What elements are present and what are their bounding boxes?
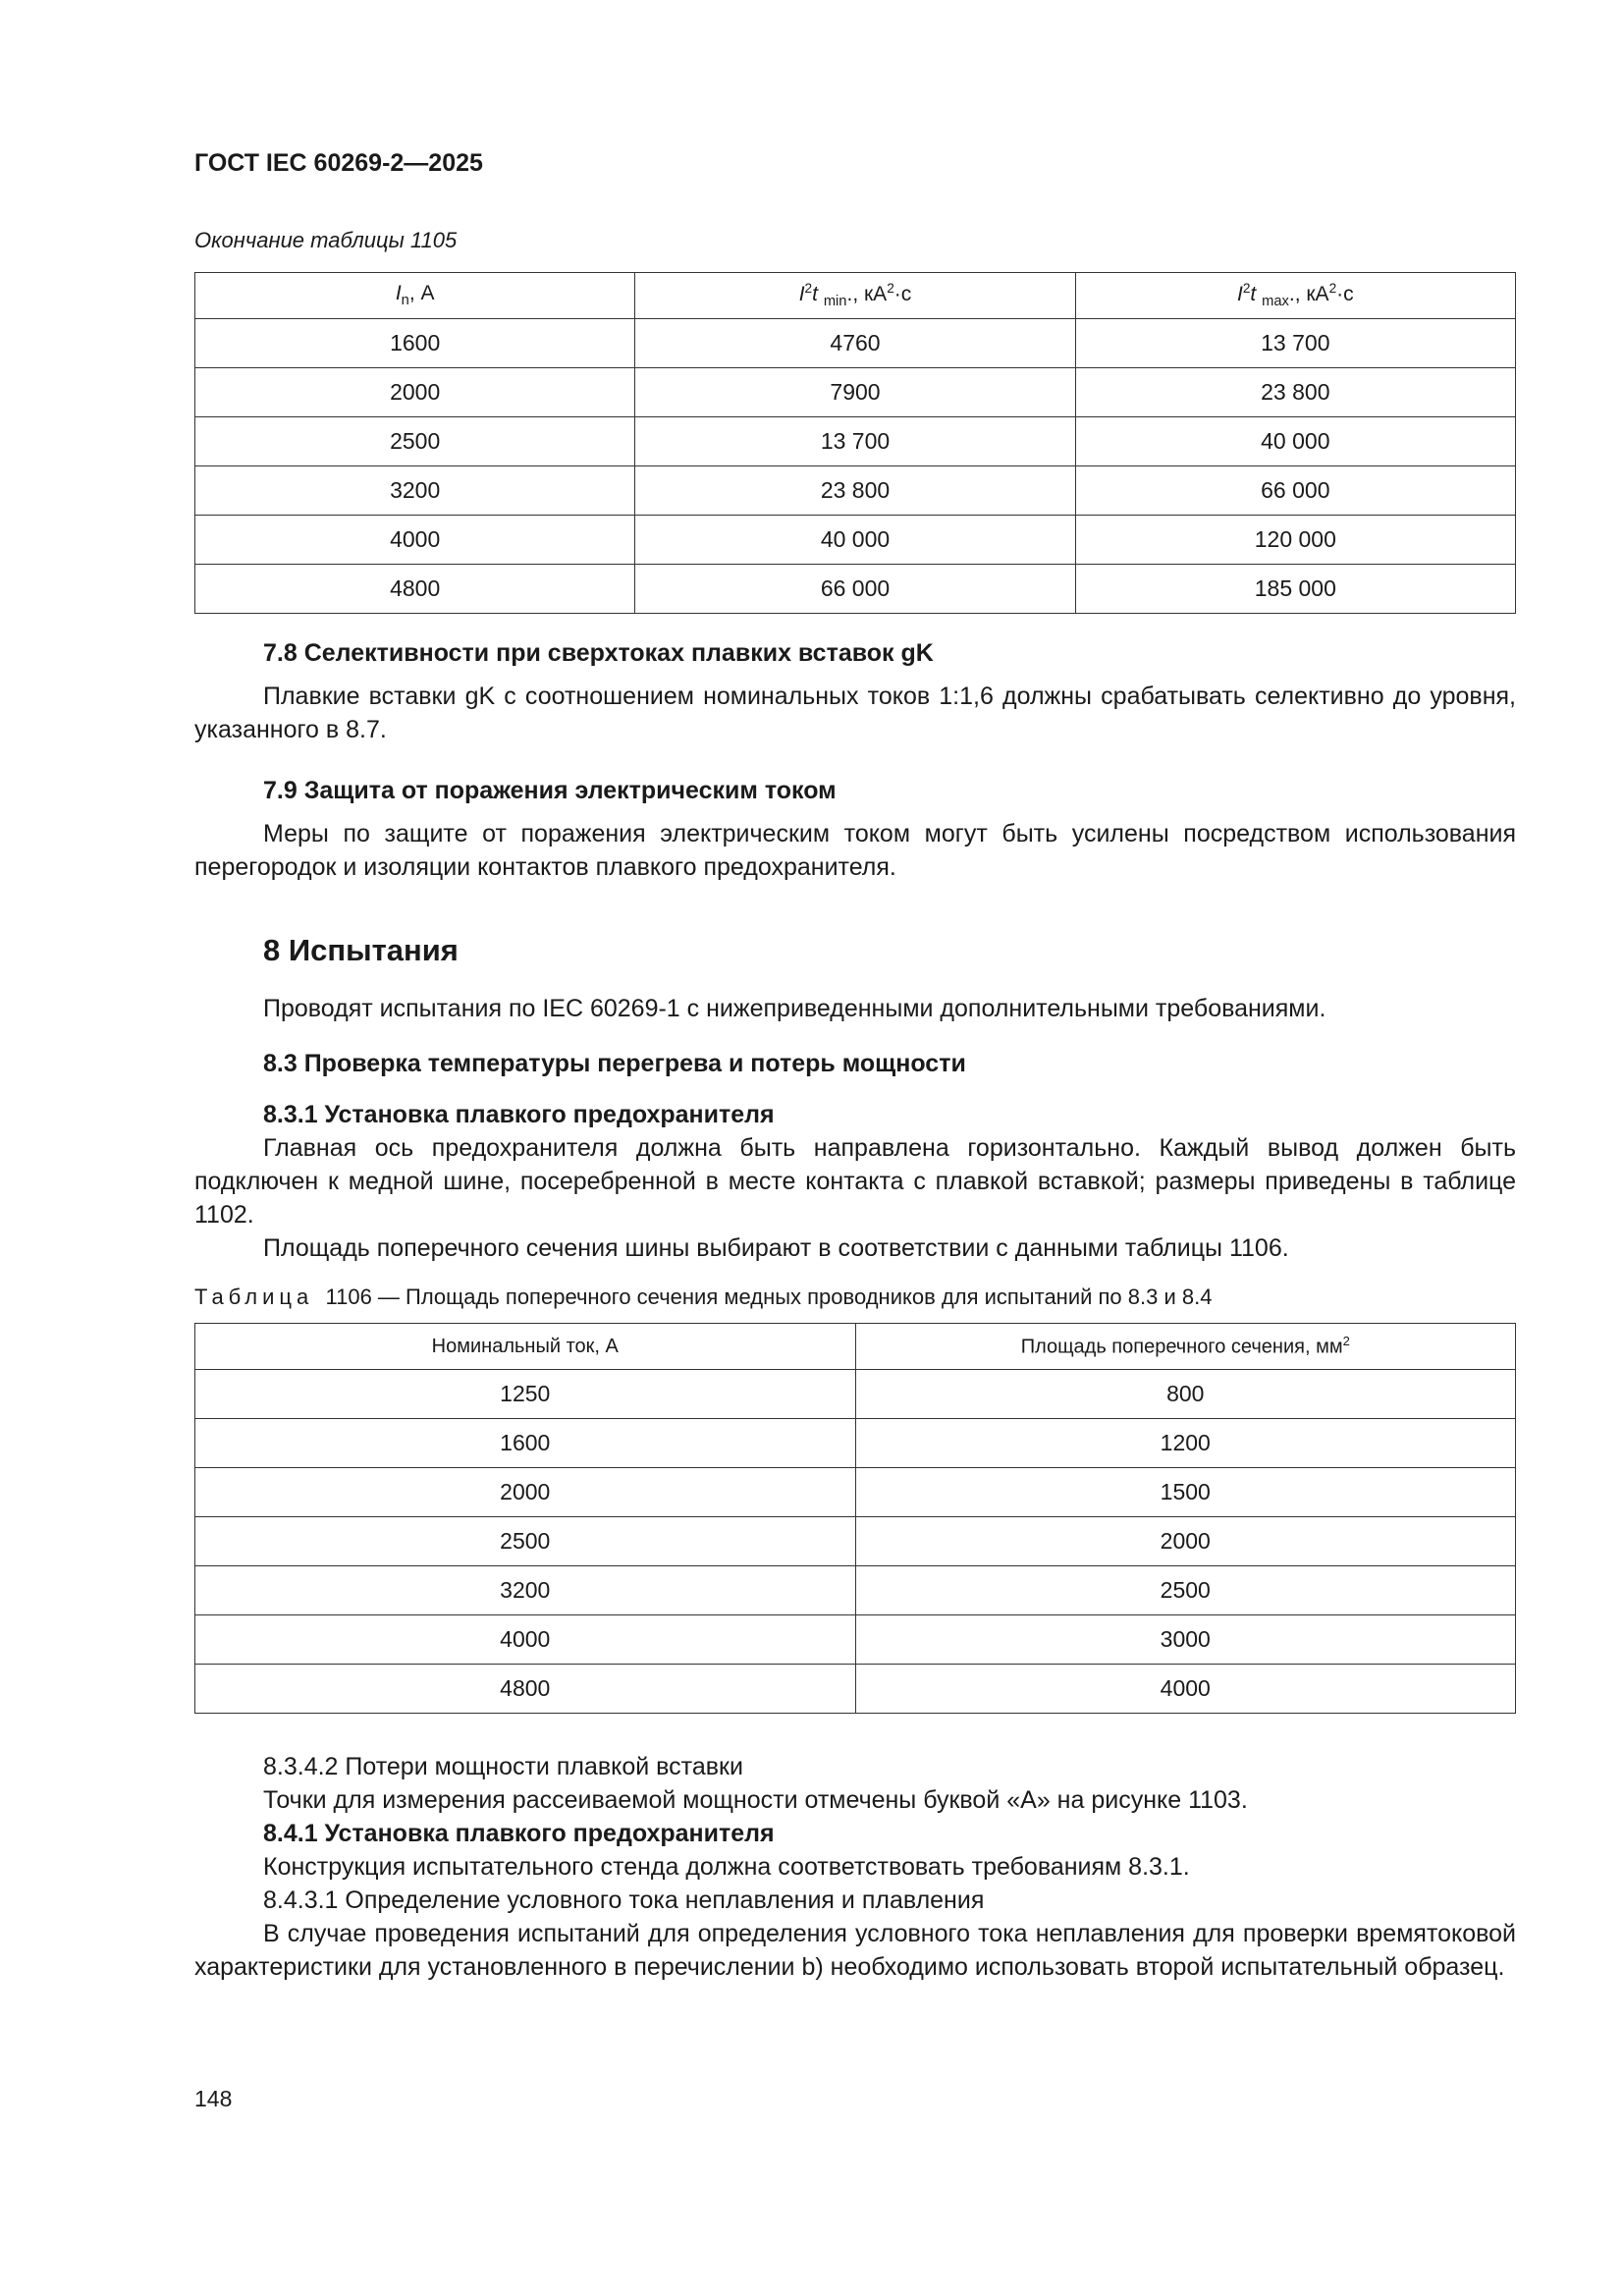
table-cell: 4000	[855, 1665, 1516, 1714]
section-7-8	[194, 636, 1516, 746]
table-cell: 2500	[855, 1566, 1516, 1615]
table-cell: 23 800	[635, 466, 1075, 516]
table-cell: 2000	[195, 368, 635, 417]
table-cell: 120 000	[1075, 516, 1515, 565]
table-cell: 4000	[195, 516, 635, 565]
column-header-i2t-max: $I^2t$ $_{max}$., $кА^2\cdot с$	[1075, 273, 1515, 319]
table-cell: 23 800	[1075, 368, 1515, 417]
table-row	[195, 368, 1516, 417]
table-cell: 4800	[195, 1665, 856, 1714]
section-8-heading: 8 Испытания	[263, 933, 459, 967]
paragraph: В случае проведения испытаний для определения условного тока неплавления для проверки времятоковой характеристики для установленного в перечислении b) необходимо использовать второй испытательный образец.	[194, 1920, 1516, 1981]
paragraph: Главная ось предохранителя должна быть направлена горизонтально. Каждый вывод должен быть подключен к медной шине, посеребренной в месте контакта с плавкой вставкой; размеры приведены в таблице 1102.	[194, 1134, 1516, 1229]
column-header-cross-section: Площадь поперечного сечения, $мм^2$	[855, 1324, 1516, 1370]
table-cell: 66 000	[635, 565, 1075, 614]
paragraph: Плавкие вставки gK с соотношением номинальных токов 1:1,6 должны срабатывать селективно до уровня, указанного в 8.7.	[194, 683, 1516, 743]
table-cell: 3200	[195, 466, 635, 516]
column-header-in: $I_n$, А	[195, 273, 635, 319]
clause-8-4-3-1: 8.4.3.1 Определение условного тока неплавления и плавления	[263, 1886, 985, 1914]
paragraph: Площадь поперечного сечения шины выбирают в соответствии с данными таблицы 1106.	[263, 1234, 1289, 1262]
paragraph: Проводят испытания по IEC 60269-1 с нижеприведенными дополнительными требованиями.	[263, 995, 1326, 1022]
paragraph: Точки для измерения рассеиваемой мощности отмечены буквой «А» на рисунке 1103.	[263, 1786, 1248, 1814]
table-row	[195, 1468, 1516, 1517]
table-row	[195, 1615, 1516, 1665]
document-title: ГОСТ IEC 60269-2—2025	[194, 149, 483, 177]
tail-sections	[194, 1750, 1516, 1984]
table-row	[195, 1419, 1516, 1468]
table-cell: 13 700	[1075, 319, 1515, 368]
table-1106	[194, 1323, 1516, 1714]
section-7-9	[194, 774, 1516, 884]
paragraph: Меры по защите от поражения электрическим током могут быть усилены посредством использования перегородок и изоляции контактов плавкого предохранителя.	[194, 820, 1516, 881]
table-row	[195, 516, 1516, 565]
table-cell: 3200	[195, 1566, 856, 1615]
section-heading-8-4-1: 8.4.1 Установка плавкого предохранителя	[263, 1820, 775, 1847]
table-cell: 40 000	[1075, 417, 1515, 466]
section-heading: 7.8 Селективности при сверхтоках плавких вставок gK	[263, 639, 934, 667]
table-row	[195, 1517, 1516, 1566]
table-cell: 2500	[195, 417, 635, 466]
table-cell: 800	[855, 1370, 1516, 1419]
table-row	[195, 466, 1516, 516]
table-cell: 1600	[195, 1419, 856, 1468]
clause-8-3-4-2: 8.3.4.2 Потери мощности плавкой вставки	[263, 1753, 743, 1780]
column-header-rated-current: Номинальный ток, А	[195, 1324, 856, 1370]
table-cell: 4760	[635, 319, 1075, 368]
paragraph: Конструкция испытательного стенда должна соответствовать требованиям 8.3.1.	[263, 1853, 1190, 1881]
section-8-text	[194, 992, 1516, 1025]
table-cell: 2000	[855, 1517, 1516, 1566]
section-heading: 8.3 Проверка температуры перегрева и потерь мощности	[263, 1050, 966, 1077]
table-cell: 4800	[195, 565, 635, 614]
table-cell: 185 000	[1075, 565, 1515, 614]
table-cell: 2000	[195, 1468, 856, 1517]
table-row	[195, 1566, 1516, 1615]
section-heading: 7.9 Защита от поражения электрическим током	[263, 777, 837, 804]
page-number: 148	[194, 2086, 233, 2111]
table-cell: 1500	[855, 1468, 1516, 1517]
section-heading: 8.3.1 Установка плавкого предохранителя	[263, 1101, 775, 1128]
column-header-i2t-min: $I^2t$ $_{min}$., $кА^2\cdot с$	[635, 273, 1075, 319]
table-row	[195, 565, 1516, 614]
table-cell: 2500	[195, 1517, 856, 1566]
table-1106-caption: Таблица 1106 — Площадь поперечного сечения медных проводников для испытаний по 8.3 и 8.4	[194, 1285, 1213, 1309]
section-8-3-1	[194, 1098, 1516, 1265]
table-1105	[194, 272, 1516, 614]
section-8-3	[194, 1047, 1516, 1080]
table-header-row	[195, 1324, 1516, 1370]
table-row	[195, 417, 1516, 466]
table-row	[195, 1665, 1516, 1714]
table-cell: 1250	[195, 1370, 856, 1419]
table-header-row	[195, 273, 1516, 319]
table-1105-continuation-caption: Окончание таблицы 1105	[194, 228, 458, 252]
table-cell: 66 000	[1075, 466, 1515, 516]
table-row	[195, 319, 1516, 368]
table-cell: 4000	[195, 1615, 856, 1665]
table-cell: 40 000	[635, 516, 1075, 565]
table-cell: 7900	[635, 368, 1075, 417]
table-cell: 13 700	[635, 417, 1075, 466]
table-row	[195, 1370, 1516, 1419]
table-cell: 1200	[855, 1419, 1516, 1468]
table-cell: 3000	[855, 1615, 1516, 1665]
table-cell: 1600	[195, 319, 635, 368]
